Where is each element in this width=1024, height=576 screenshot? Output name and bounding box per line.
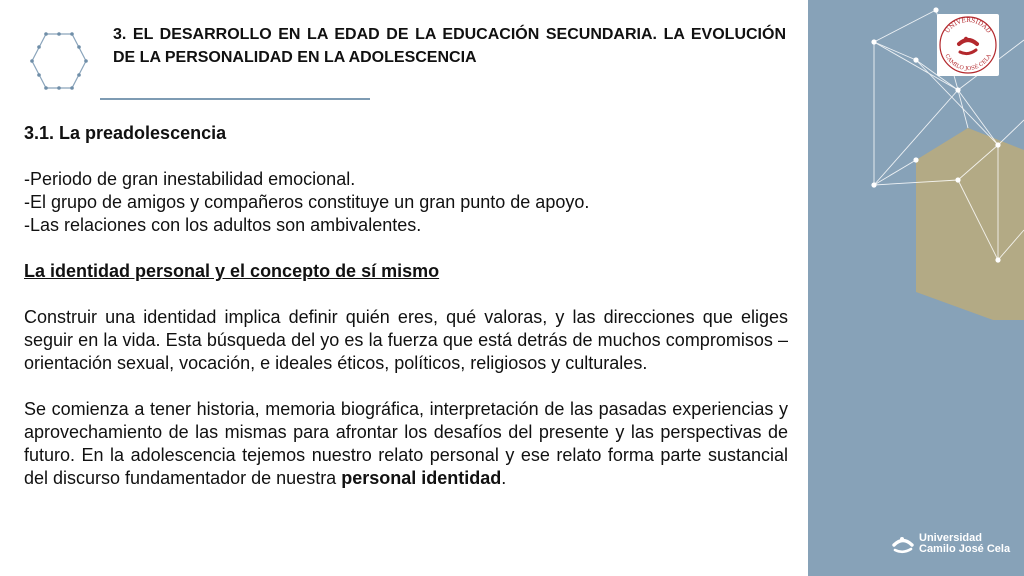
- paragraph-identity: Construir una identidad implica definir quién eres, qué valoras, y las direcciones que eliges seguir en la vida. Esta búsqueda del yo es la fuerza que está detrás de muchos compromisos – orientación sexual, vocación, e ideales éticos, políticos, religiosos y culturales.: [24, 307, 788, 373]
- hexagon-logo-icon: [28, 30, 90, 92]
- footer-logo-line2: Camilo José Cela: [919, 543, 1011, 555]
- paragraph-history-text: Se comienza a tener historia, memoria biográfica, interpretación de las pasadas experiencias y aprovechamiento de las mismas para afrontar los desafíos del presente y las perspectivas de futuro. En la adolescencia tejemos nuestro relato personal y ese relato forma parte sustancial del discurso fundamentador de nuestra: [24, 399, 788, 488]
- subheading: La identidad personal y el concepto de sí mismo: [24, 261, 440, 281]
- university-seal-logo: [937, 14, 999, 76]
- slide-content: [24, 122, 788, 490]
- slide-title: 3. EL DESARROLLO EN LA EDAD DE LA EDUCACIÓN SECUNDARIA. LA EVOLUCIÓN DE LA PERSONALIDAD EN LA ADOLESCENCIA: [113, 26, 786, 66]
- section-heading: 3.1. La preadolescencia: [24, 123, 227, 143]
- bullet-item: -Periodo de gran inestabilidad emocional.: [24, 169, 356, 189]
- network-graphic: [808, 0, 1024, 576]
- paragraph-history-end: .: [501, 468, 507, 488]
- svg-text:UNIVERSIDAD: UNIVERSIDAD: [943, 16, 993, 35]
- paragraph-history: [24, 398, 788, 490]
- side-panel: [808, 0, 1024, 576]
- bullet-item: -Las relaciones con los adultos son ambivalentes.: [24, 215, 422, 235]
- title-divider: [100, 98, 370, 100]
- svg-text:CAMILO JOSÉ CELA: CAMILO JOSÉ CELA: [943, 53, 993, 73]
- footer-logo-line1: Universidad: [919, 532, 982, 544]
- paragraph-history-bold: personal identidad: [341, 468, 502, 488]
- university-footer-logo: [892, 532, 1010, 556]
- bullet-item: -El grupo de amigos y compañeros constituye un gran punto de apoyo.: [24, 192, 590, 212]
- ucjc-emblem-icon: [892, 534, 914, 554]
